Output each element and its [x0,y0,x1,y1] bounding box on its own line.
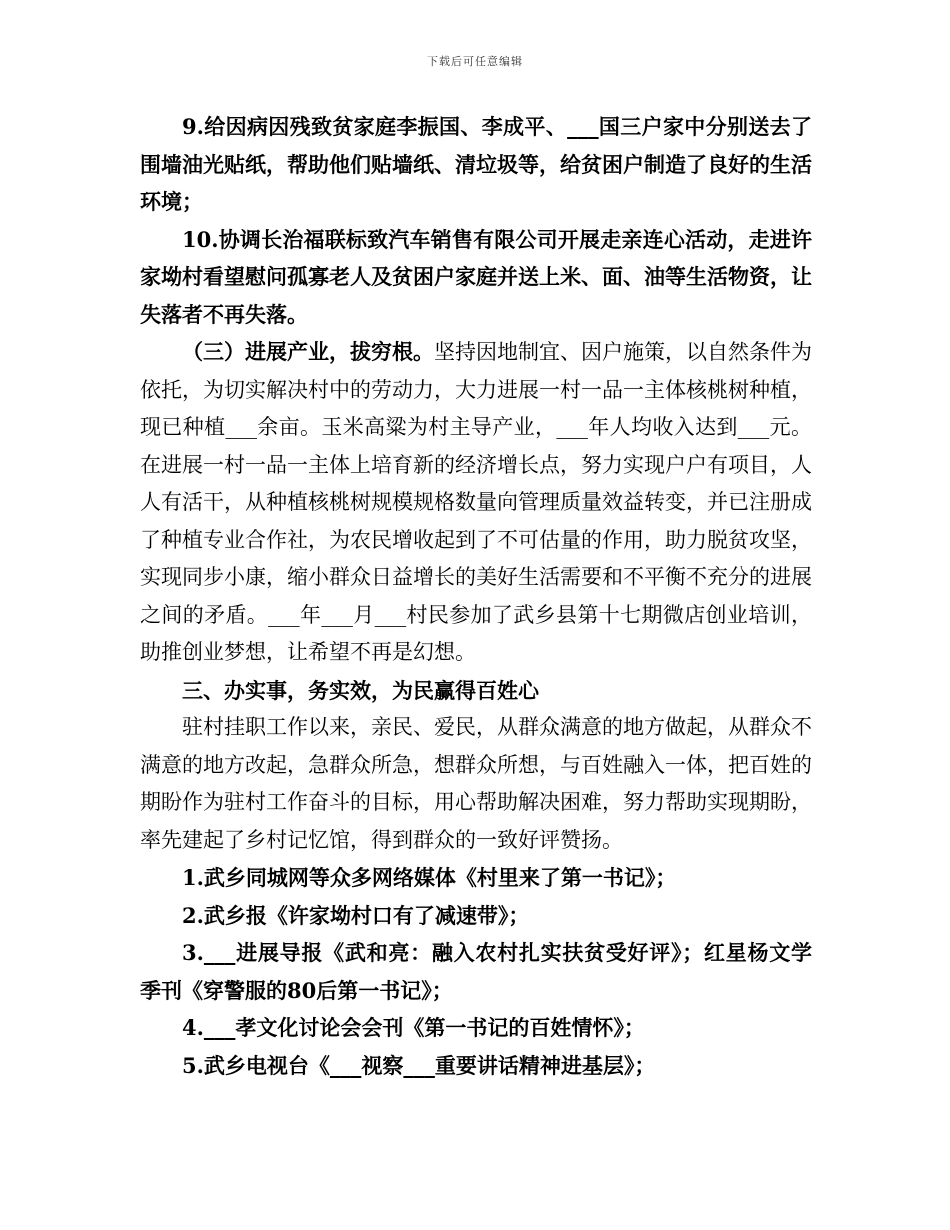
section-heading-practical: 三、办实事，务实效，为民赢得百姓心 [182,677,539,703]
list-item-media-1: 1.武乡同城网等众多网络媒体《村里来了第一书记》； [182,865,677,890]
list-item-media-4: 4.___孝文化讨论会会刊《第一书记的百姓情怀》； [182,1015,645,1040]
paragraph-industry-text: 坚持因地制宜、因户施策，以自然条件为依托，为切实解决村中的劳动力，大力进展一村一品一主体核桃树种植，现已种植___余亩。玉米高粱为村主导产业，___年人均收入达到___元。在进展一村一品一主体上培育新的经济增长点，努力实现户户有项目，人人有活干，从种植核桃树规模规格数量向管理质量效益转变，并已注册成了种植专业合作社，为农民增收起到了不可估量的作用，助力脱贫攻坚，实现同步小康，缩小群众日益增长的美好生活需要和不平衡不充分的进展之间的矛盾。___年___月___村民参加了武乡县第十七期微店创业培训，助推创业梦想，让希望不再是幻想。 [140,340,812,664]
document-body [140,108,812,1084]
section-heading-industry: （三）进展产业，拔穷根。 [182,339,434,364]
list-item-media-3: 3.___进展导报《武和亮：融入农村扎实扶贫受好评》；红星杨文学季刊《穿警服的80后第一书记》； [140,940,812,1003]
paragraph-industry [140,333,812,672]
paragraph-item-10: 10.协调长治福联标致汽车销售有限公司开展走亲连心活动，走进许家坳村看望慰问孤寡老人及贫困户家庭并送上米、面、油等生活物资，让失落者不再失落。 [140,226,812,327]
page-header-note: 下载后可任意编辑 [427,55,523,68]
paragraph-practical-body: 驻村挂职工作以来，亲民、爱民，从群众满意的地方做起，从群众不满意的地方改起，急群众所急，想群众所想，与百姓融入一体，把百姓的期盼作为驻村工作奋斗的目标，用心帮助解决困难，努力帮助实现期盼，率先建起了乡村记忆馆，得到群众的一致好评赞扬。 [140,715,812,852]
paragraph-item-9: 9.给因病因残致贫家庭李振国、李成平、___国三户家中分别送去了围墙油光贴纸，帮助他们贴墙纸、清垃圾等，给贫困户制造了良好的生活环境； [140,114,812,214]
list-item-media-2: 2.武乡报《许家坳村口有了减速带》； [182,902,530,928]
list-item-media-5: 5.武乡电视台《___视察___重要讲话精神进基层》； [182,1052,656,1078]
